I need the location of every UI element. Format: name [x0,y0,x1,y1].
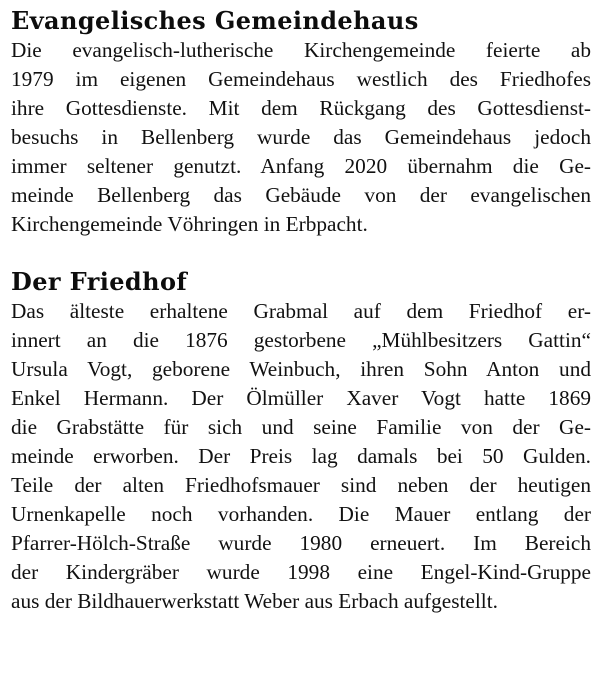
text-line: Teile der alten Friedhofsmauer sind neben der heutigen [11,473,591,497]
text-line: ihre Gottesdienste. Mit dem Rückgang des Gottesdienst- [11,96,591,120]
text-line: die Grabstätte für sich und seine Familie von der Ge- [11,415,591,439]
text-line: Die evangelisch-lutherische Kirchengemeinde feierte ab [11,38,591,62]
document-page [11,0,591,616]
text-line: Kirchengemeinde Vöhringen in Erbpacht. [11,212,368,236]
text-line: 1979 im eigenen Gemeindehaus westlich des Friedhofes [11,67,591,91]
text-line: Pfarrer-Hölch-Straße wurde 1980 erneuert. Im Bereich [11,531,591,555]
section-der-friedhof [11,267,591,616]
text-line: Ursula Vogt, geborene Weinbuch, ihren Sohn Anton und [11,357,591,381]
text-line: innert an die 1876 gestorbene „Mühlbesitzers Gattin“ [11,328,591,352]
section-evangelisches-gemeindehaus [11,6,591,239]
text-line: immer seltener genutzt. Anfang 2020 übernahm die Ge- [11,154,591,178]
section-heading: Evangelisches Gemeindehaus [11,6,419,35]
text-line: Urnenkapelle noch vorhanden. Die Mauer entlang der [11,502,591,526]
text-line: Enkel Hermann. Der Ölmüller Xaver Vogt hatte 1869 [11,386,591,410]
section-paragraph [11,36,591,239]
text-line: meinde erworben. Der Preis lag damals bei 50 Gulden. [11,444,591,468]
section-heading: Der Friedhof [11,267,188,296]
text-line: besuchs in Bellenberg wurde das Gemeindehaus jedoch [11,125,591,149]
text-line: Das älteste erhaltene Grabmal auf dem Friedhof er- [11,299,591,323]
text-line: meinde Bellenberg das Gebäude von der evangelischen [11,183,591,207]
section-paragraph [11,297,591,616]
text-line: der Kindergräber wurde 1998 eine Engel-Kind-Gruppe [11,560,591,584]
text-line: aus der Bildhauerwerkstatt Weber aus Erbach aufgestellt. [11,589,498,613]
